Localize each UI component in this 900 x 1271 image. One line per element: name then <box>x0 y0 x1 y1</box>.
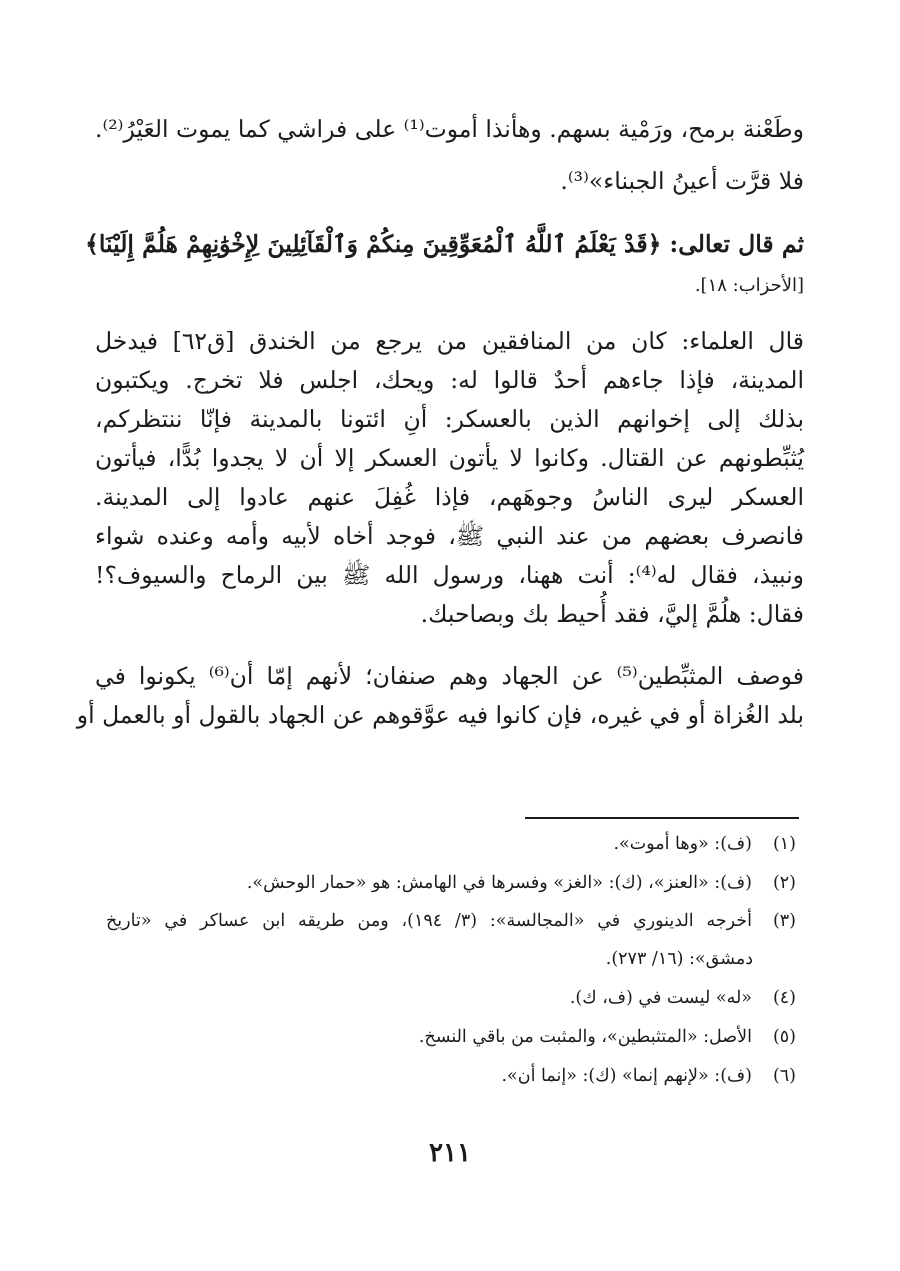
footnote-text: (ف): «وها أموت». <box>613 834 752 854</box>
footnote-number: (٦) <box>772 1066 796 1086</box>
footnote-number: (٥) <box>772 1027 796 1047</box>
footnote-number: (٢) <box>772 873 796 893</box>
footnote-text: (ف): «العنز»، (ك): «الغز» وفسرها في الهامش: هو «حمار الوحش». <box>246 873 752 893</box>
footnote-3 <box>106 913 796 931</box>
footnote-number: (١) <box>772 834 796 854</box>
verse-reference: [الأحزاب: ١٨]. <box>694 275 804 296</box>
footnote-number: (٤) <box>772 988 796 1008</box>
quran-verse: ثم قال تعالى: ﴿قَدْ يَعْلَمُ ٱللَّهُ ٱلْمُعَوِّقِينَ مِنكُمْ وَٱلْقَآئِلِينَ لِإِخْوَٰنِهِمْ هَلُمَّ إِلَيْنَا﴾ <box>85 230 804 258</box>
footnote-text: «له» ليست في (ف، ك). <box>569 988 752 1008</box>
body-line-2: فلا قرَّت أعينُ الجبناء»⁽³⁾. <box>560 167 804 195</box>
body-line-13: فوصف المثبِّطين⁽⁵⁾ عن الجهاد وهم صنفان؛ لأنهم إمّا أن⁽⁶⁾ يكونوا في <box>95 662 804 690</box>
body-line-1: وطَعْنة برمح، ورَمْية بسهم. وهأنذا أموت⁽¹⁾ على فراشي كما يموت العَيْرُ⁽²⁾. <box>95 115 804 143</box>
footnote-number: (٣) <box>772 911 796 931</box>
body-line-6: المدينة، فإذا جاءهم أحدٌ قالوا له: ويحك، اجلس فلا تخرج. ويكتبون <box>95 366 804 394</box>
body-line-9: العسكر ليرى الناسُ وجوهَهم، فإذا غُفِلَ عنهم عادوا إلى المدينة. <box>95 483 804 511</box>
page-number: ٢١١ <box>429 1138 471 1168</box>
body-line-5: قال العلماء: كان من المنافقين من يرجع من الخندق [ق٦٢] فيدخل <box>95 327 805 355</box>
body-line-7: بذلك إلى إخوانهم الذين بالعسكر: أنِ ائتونا بالمدينة فإنّا ننتظركم، <box>95 405 804 433</box>
footnote-text: الأصل: «المتثبطين»، والمثبت من باقي النسخ. <box>418 1027 752 1047</box>
footnote-6 <box>106 1068 796 1086</box>
body-line-8: يُثبِّطونهم عن القتال. وكانوا لا يأتون العسكر إلا أن لا يجدوا بُدًّا، فيأتون <box>95 444 804 472</box>
body-line-14: بلد الغُزاة أو في غيره، فإن كانوا فيه عوَّقوهم عن الجهاد بالقول أو بالعمل أو <box>76 701 804 729</box>
body-line-11: ونبيذ، فقال له⁽⁴⁾: أنت ههنا، ورسول الله ﷺ بين الرماح والسيوف؟! <box>95 561 804 589</box>
footnote-text: أخرجه الدينوري في «المجالسة»: (٣/ ١٩٤)، ومن طريقه ابن عساكر في «تاريخ <box>106 911 752 931</box>
footnote-separator <box>525 817 799 819</box>
footnote-2 <box>106 875 796 893</box>
footnote-text: (ف): «لإنهم إنما» (ك): «إنما أن». <box>501 1066 752 1086</box>
footnote-4 <box>106 990 796 1008</box>
body-line-12: فقال: هلُمَّ إليَّ، فقد أُحيط بك وبصاحبك. <box>420 600 804 628</box>
footnote-1 <box>106 836 796 854</box>
footnote-3-continuation: دمشق»: (١٦/ ٢٧٣). <box>605 949 753 969</box>
footnote-5 <box>106 1029 796 1047</box>
body-line-10: فانصرف بعضهم من عند النبي ﷺ، فوجد أخاه لأبيه وأمه وعنده شواء <box>95 522 804 550</box>
